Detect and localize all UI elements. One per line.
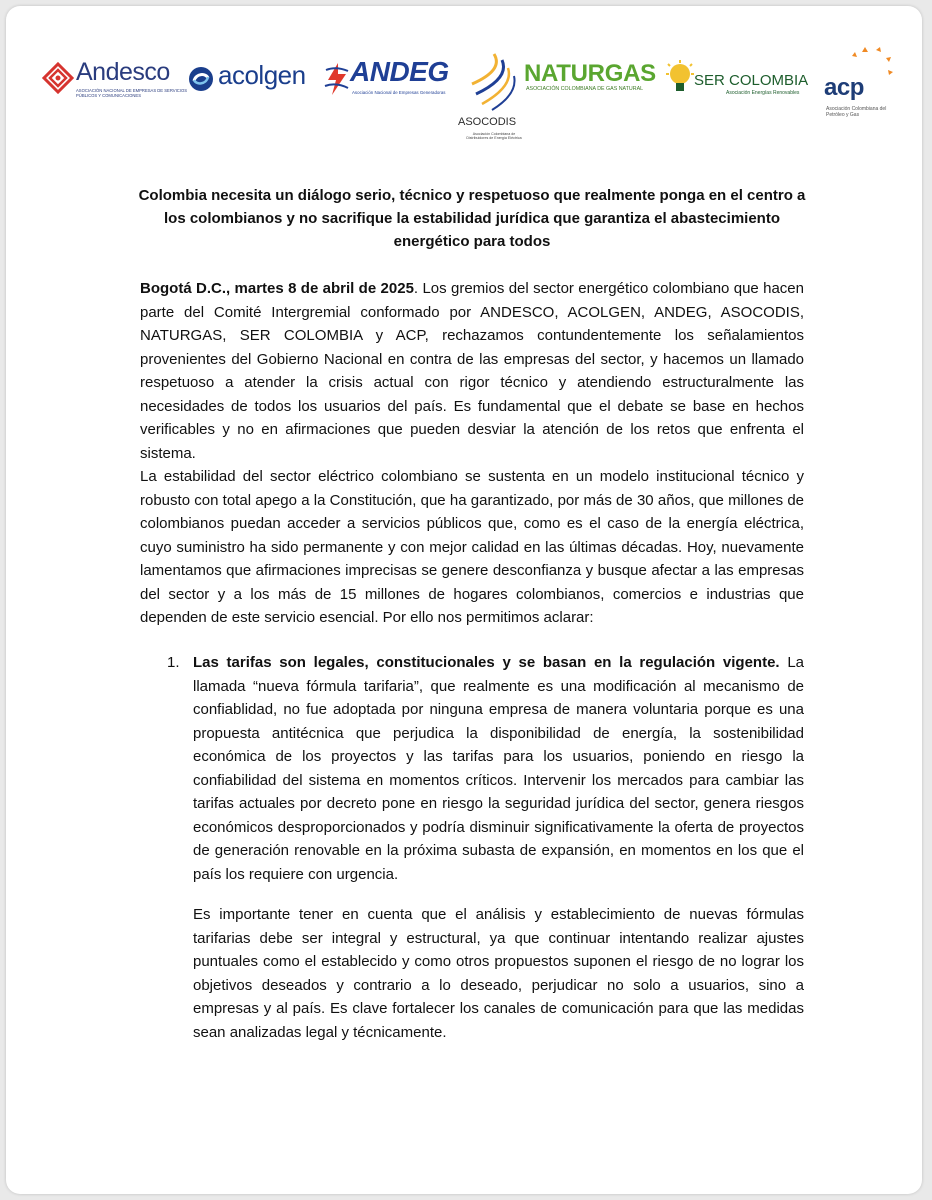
andeg-name: ANDEG: [350, 56, 449, 87]
naturgas-tagline: ASOCIACIÓN COLOMBIANA DE GAS NATURAL: [526, 86, 644, 92]
andeg-tagline: Asociación Nacional de Empresas Generadoras: [352, 90, 446, 95]
ser-colombia-tagline: Asociación Energías Renovables: [726, 90, 800, 96]
acolgen-name: acolgen: [218, 60, 306, 90]
list-item-body: [193, 651, 804, 886]
dateline: Bogotá D.C., martes 8 de abril de 2025: [140, 280, 414, 297]
acolgen-swirl-icon: [186, 64, 216, 94]
lightbulb-sun-icon: [666, 60, 696, 96]
document-heading: Colombia necesita un diálogo serio, técnico y respetuoso que realmente ponga en el centro a los colombianos y no sacrifique la estabilidad jurídica que garantiza el abastecimiento energético para todos: [138, 187, 806, 250]
paragraph-1: [140, 277, 804, 465]
paragraph-4: Es importante tener en cuenta que el análisis y establecimiento de nuevas fórmulas tarifarias debe ser integral y estructural, ya que continuar intentando realizar ajustes puntuales como el establecido y como otros propuestos suponen el riesgo de no lograr los objetivos deseados y contrario a lo deseado, perjudicar no solo a usuarios, sino a empresas y al país. Es clave fortalecer los canales de comunicación para que las medidas sean analizadas legal y técnicamente.: [193, 906, 804, 1041]
andesco-name: Andesco: [76, 58, 170, 86]
document-page: [6, 6, 922, 1194]
list-item-title: Las tarifas son legales, constitucionales y se basan en la regulación vigente.: [193, 654, 780, 671]
acp-name: acp: [824, 74, 864, 101]
list-item-text: La llamada “nueva fórmula tarifaria”, que realmente es una modificación al mecanismo de confiablidad, no fue adoptada por ninguna empresa de manera voluntaria porque es una propuesta antitécnica que perjudica la disponibilidad de energía, la sostenibilidad económica de los proyectos y las tarifas para los usuarios, poniendo en riesgo la confiabilidad del sistema en momentos críticos. Intervenir los mercados para cambiar las tarifas actuales por decreto pone en riesgo la seguridad jurídica del sector, genera riesgos económicos desproporcionados y podría disminuir significativamente la oferta de proyectos de generación renovable en la próxima subasta de expansión, en momentos en los que el país los requiere con urgencia.: [193, 654, 804, 883]
andesco-emblem-icon: [42, 62, 74, 94]
list-number: 1.: [167, 654, 180, 671]
acp-tagline: Asociación Colombiana del Petróleo y Gas: [826, 106, 887, 118]
andesco-tagline: ASOCIACIÓN NACIONAL DE EMPRESAS DE SERVICIOS PÚBLICOS Y COMUNICACIONES: [76, 88, 187, 98]
paragraph-2: La estabilidad del sector eléctrico colombiano se sustenta en un modelo institucional técnico y robusto con total apego a la Constitución, que ha garantizado, por más de 30 años, que millones de colombianos puedan acceder a servicios públicos que, como es el caso de la energía eléctrica, cuyo suministro ha sido permanente y con mejor calidad en las últimas décadas. Hoy, nuevamente lamentamos que afirmaciones imprecisas se genere desconfianza y busque afectar a las empresas del sector y a los más de 15 millones de hogares colombianos, comercios e industrias que dependen de este servicio esencial. Por ello nos permitimos aclarar:: [140, 468, 804, 626]
asocodis-name: ASOCODIS: [458, 116, 517, 128]
andeg-lightning-icon: [324, 62, 350, 96]
asocodis-tagline: Asociación Colombiana de Distribuidores de Energía Eléctrica: [466, 132, 522, 141]
asocodis-rays-icon: [464, 50, 524, 112]
ser-colombia-name: SER COLOMBIA: [694, 72, 809, 89]
naturgas-name: NATURGAS: [524, 60, 656, 87]
paragraph-1-text: . Los gremios del sector energético colombiano que hacen parte del Comité Intergremial conformado por ANDESCO, ACOLGEN, ANDEG, ASOCODIS, NATURGAS, SER COLOMBIA y ACP, rechazamos contundentemente los señalamientos provenientes del Gobierno Nacional en contra de las empresas del sector, y hacemos un llamado respetuoso a atender la crisis actual con rigor técnico y atendiendo estructuralmente las necesidades de todos los usuarios del país. Es fundamental que el debate se base en hechos verificables y no en afirmaciones que pueden desviar la atención de los retos que enfrenta el sistema.: [140, 280, 804, 462]
